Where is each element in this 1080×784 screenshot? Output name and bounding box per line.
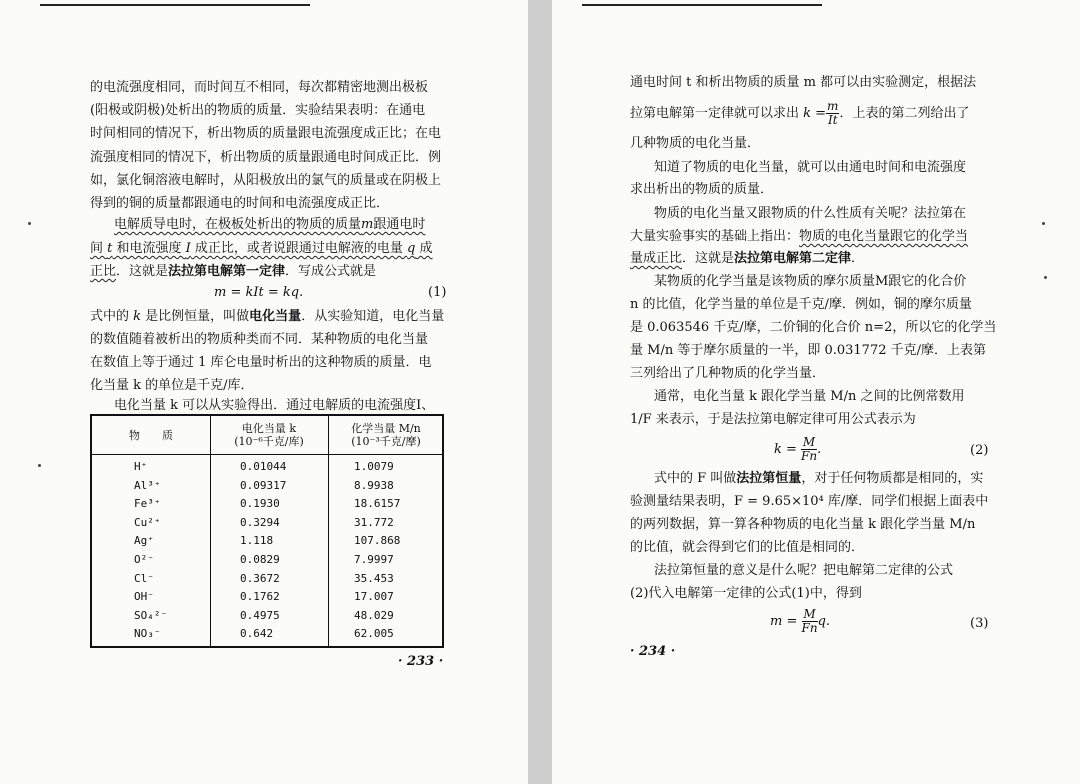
equation-3 (770, 608, 830, 635)
text: 式中的 F 叫做 (654, 471, 737, 486)
var-q: q (407, 241, 416, 256)
fraction-M-over-Fn (802, 608, 818, 635)
book-gutter (528, 0, 552, 784)
scan-speck (38, 464, 41, 467)
text-line: 量 M/n 等于摩尔质量的一半，即 0.031772 千克/摩．上表第 (630, 343, 987, 358)
denominator: Fn (801, 621, 818, 635)
chem-value-cell: 17.007 (354, 590, 394, 604)
ec-value-cell: 1.118 (240, 534, 274, 548)
text-line: 的两列数据，算一算各种物质的电化当量 k 跟化学当量 M/n (630, 517, 976, 532)
text: 大量实验事实的基础上指出： (630, 229, 800, 244)
text-line: 物质的电化当量又跟物质的什么性质有关呢？法拉第在 (654, 206, 967, 221)
ion-cell: O²⁻ (134, 553, 154, 566)
ion-cell: Cu²⁺ (134, 515, 161, 529)
ec-value-cell: 0.3672 (240, 571, 280, 585)
ion-cell: OH⁻ (134, 590, 154, 604)
var-k: k (133, 309, 142, 324)
eq-k: k = (803, 106, 827, 121)
text-line: 验测量结果表明，F = 9.65×10⁴ 库/摩．同学们根据上面表中 (630, 494, 989, 509)
chem-value-cell: 18.6157 (354, 497, 401, 511)
text-line: 流强度相同的情况下，析出物质的质量跟通电时间成正比．例 (90, 150, 442, 165)
header-chem (328, 422, 444, 448)
denominator: Fn (801, 449, 818, 463)
ec-value-cell: 0.1930 (240, 497, 280, 511)
text: 是比例恒量，叫做 (141, 309, 250, 324)
right-page (552, 0, 1080, 784)
text-line: 知道了物质的电化当量，就可以由通电时间和电流强度 (654, 160, 967, 175)
chem-value-cell: 48.029 (354, 608, 394, 622)
equation-number: (2) (970, 443, 989, 458)
ec-value-cell: 0.642 (240, 627, 274, 641)
term: 电化当量 (249, 309, 302, 324)
text-line: 化当量 k 的单位是千克/库． (90, 378, 254, 393)
text-line: 法拉第恒量的意义是什么呢？把电解第二定律的公式 (654, 563, 954, 578)
var-I: I (185, 241, 191, 256)
text-line (630, 100, 969, 127)
chem-value-cell: 35.453 (354, 571, 394, 585)
top-rule (582, 4, 822, 6)
equation-number: (1) (428, 285, 447, 300)
header-ec (210, 422, 328, 448)
ion-cell: SO₄²⁻ (134, 608, 168, 622)
text-line: 三列给出了几种物质的化学当量． (630, 366, 826, 381)
chem-value-cell: 8.9938 (354, 478, 394, 492)
law-text: 电解质导电时，在极板处析出的物质的质量 (114, 217, 362, 232)
text-line: 在数值上等于通过 1 库仑电量时析出的这种物质的质量．电 (90, 355, 432, 370)
eq-q: q. (817, 614, 831, 629)
law-name: 法拉第电解第一定律 (168, 264, 286, 279)
text-line: 得到的铜的质量都跟通电的时间和电流强度成正比． (90, 196, 390, 211)
text-line: n 的比值，化学当量的单位是千克/摩．例如，铜的摩尔质量 (630, 297, 972, 312)
numerator: M (802, 435, 816, 449)
text-line (630, 250, 864, 268)
top-rule (40, 4, 310, 6)
law-text: 跟通电时 (373, 217, 426, 232)
text-line (90, 308, 444, 326)
text-line: (2)代入电解第一定律的公式(1)中，得到 (630, 586, 862, 601)
header-ec-line2: (10⁻⁶千克/库) (234, 435, 304, 448)
header-chem-line1: 化学当量 M/n (351, 422, 421, 435)
text-line: 几种物质的电化当量． (630, 136, 761, 151)
text-line: 如，氯化铜溶液电解时，从阳极放出的氯气的质量或在阴极上 (90, 173, 442, 188)
chem-value-cell: 31.772 (354, 515, 394, 529)
scan-speck (1044, 276, 1047, 279)
scan-speck (1042, 222, 1045, 225)
ec-value-cell: 0.4975 (240, 608, 280, 622)
text-line (630, 228, 968, 246)
ec-value-cell: 0.01044 (240, 460, 287, 473)
ec-value-cell: 0.09317 (240, 478, 287, 492)
ion-cell: Ag⁺ (134, 534, 154, 548)
eq-k: k = (774, 442, 797, 457)
page-number: · 234 · (630, 644, 676, 659)
law-text: 和电流强度 (112, 241, 186, 256)
law-text: 正比 (90, 264, 117, 279)
column-divider (328, 416, 329, 646)
left-page (0, 0, 528, 784)
ec-value-cell: 0.1762 (240, 590, 280, 604)
text: ． (851, 251, 865, 266)
equation-2: k = $\frac{M}{Fn}$ . (774, 435, 822, 463)
denominator: It (827, 113, 838, 127)
text-line: 的比值，就会得到它们的比值是相同的． (630, 540, 865, 555)
law-text: 量成正比 (630, 251, 683, 266)
text-line: 通电时间 t 和析出物质的质量 m 都可以由实验测定，根据法 (630, 75, 977, 90)
ion-cell: Al³⁺ (134, 478, 161, 492)
text-line: 电化当量 k 可以从实验得出．通过电解质的电流强度I、 (114, 398, 435, 413)
term: 法拉第恒量 (736, 471, 802, 486)
electrochemical-equivalent-table (90, 414, 444, 648)
text: ．这就是 (116, 264, 169, 279)
text-line: 的数值随着被析出的物质种类而不同．某种物质的电化当量 (90, 332, 429, 347)
law-line-3 (90, 263, 376, 281)
column-divider (210, 416, 211, 646)
text-line: 1/F 来表示，于是法拉第电解定律可用公式表示为 (630, 412, 916, 427)
text-line: 某物质的化学当量是该物质的摩尔质量M跟它的化合价 (654, 274, 967, 289)
text: ．上表的第二列给出了 (839, 106, 970, 121)
var-t: t (107, 241, 113, 256)
page-number: · 233 · (398, 654, 444, 669)
header-substance: 物 质 (129, 429, 173, 442)
chem-value-cell: 107.868 (354, 534, 401, 548)
var-m: m (361, 217, 374, 232)
ion-cell: Fe³⁺ (134, 497, 161, 511)
text: ．从实验知道，电化当量 (301, 309, 445, 324)
text: ，对于任何物质都是相同的，实 (801, 471, 984, 486)
numerator: m (827, 99, 839, 113)
equation-number: (3) (970, 616, 989, 631)
eq-m: m = (770, 614, 798, 629)
text-line: 时间相同的情况下，析出物质的质量跟电流强度成正比；在电 (90, 126, 442, 141)
text-line: (阳极或阴极)处析出的物质的质量．实验结果表明：在通电 (90, 103, 426, 118)
text-line: 通常，电化当量 k 跟化学当量 M/n 之间的比例常数用 (654, 389, 965, 404)
ion-cell: Cl⁻ (134, 571, 154, 585)
ec-value-cell: 0.3294 (240, 515, 280, 529)
ion-cell: NO₃⁻ (134, 627, 161, 641)
equation-1: m = kIt = kq. (214, 285, 304, 300)
chem-value-cell: 62.005 (354, 627, 394, 641)
fraction-m-over-It (826, 100, 839, 127)
law-text: 成正比，或者说跟通过电解液的电量 (190, 241, 408, 256)
chem-value-cell: 1.0079 (354, 460, 394, 473)
numerator: M (803, 607, 816, 621)
law-text: 间 (90, 241, 108, 256)
law-line-1 (114, 216, 425, 234)
text: 拉第电解第一定律就可以求出 (630, 106, 804, 121)
law-line-2 (90, 240, 433, 258)
chem-value-cell: 7.9997 (354, 553, 394, 566)
text-line: 是 0.063546 千克/摩，二价铜的化合价 n=2，所以它的化学当 (630, 320, 997, 335)
text: ．这就是 (682, 251, 735, 266)
fraction-M-over-Fn (801, 436, 817, 463)
law-text: 成 (415, 241, 433, 256)
ion-cell: H⁺ (134, 460, 148, 473)
text: 式中的 (90, 309, 134, 324)
text-line: 求出析出的物质的质量． (630, 182, 774, 197)
law-name: 法拉第电解第二定律 (734, 251, 852, 266)
law-text: 物质的电化当量跟它的化学当 (799, 229, 969, 244)
text-line: 的电流强度相同，而时间互不相同，每次都精密地测出极板 (90, 80, 429, 95)
header-chem-line2: (10⁻³千克/摩) (351, 435, 421, 448)
text: ．写成公式就是 (285, 264, 377, 279)
text-line (654, 470, 983, 488)
scan-speck (28, 222, 31, 225)
ec-value-cell: 0.0829 (240, 553, 280, 566)
header-ec-line1: 电化当量 k (241, 422, 297, 435)
